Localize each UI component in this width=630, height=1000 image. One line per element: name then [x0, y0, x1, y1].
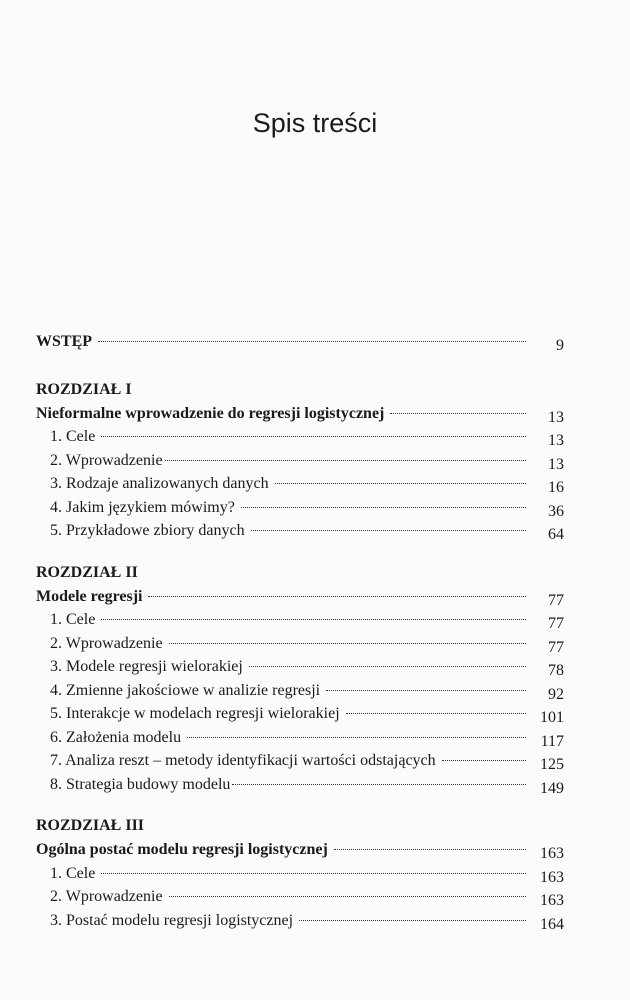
toc-page-number: 77 [548, 638, 564, 656]
dot-leader [334, 849, 526, 850]
toc-page-number: 77 [548, 615, 564, 632]
toc-entry-label: 1. Cele [50, 428, 96, 445]
toc-page-number: 36 [548, 502, 564, 520]
toc-page-number: 163 [540, 868, 564, 886]
toc-entry [36, 862, 564, 886]
toc-page-number: 64 [548, 526, 564, 543]
toc-entry-label: 8. Strategia budowy modelu [50, 775, 231, 793]
toc-entry-label: Ogólna postać modelu regresji logistycznej [36, 841, 328, 858]
dot-leader [251, 530, 526, 531]
toc-entry [36, 885, 564, 909]
dot-leader [442, 760, 526, 761]
table-of-contents [36, 330, 564, 932]
toc-page-number: 163 [540, 845, 564, 862]
toc-page-number: 13 [548, 408, 564, 426]
toc-entry-label: 4. Jakim językiem mówimy? [50, 498, 235, 516]
toc-page-number: 16 [548, 479, 564, 496]
toc-entry [36, 496, 564, 520]
chapter-label: ROZDZIAŁ II [36, 563, 138, 581]
dot-leader [169, 643, 526, 644]
toc-entry [36, 749, 564, 773]
toc-entry-label: 5. Przykładowe zbiory danych [50, 522, 245, 539]
toc-entry-label: 1. Cele [50, 611, 96, 628]
toc-entry-label: 1. Cele [50, 864, 96, 882]
dot-leader [98, 341, 526, 342]
dot-leader [299, 920, 526, 921]
toc-entry-label: Nieformalne wprowadzenie do regresji logistycznej [36, 404, 385, 422]
toc-page-number: 163 [540, 892, 564, 909]
page-title: Spis treści [252, 108, 378, 138]
dot-leader [165, 460, 526, 461]
toc-entry-label: 2. Wprowadzenie [50, 634, 163, 652]
chapter-label: ROZDZIAŁ I [36, 380, 132, 398]
toc-entry-label: 6. Założenia modelu [50, 728, 182, 746]
chapter-heading [36, 585, 564, 609]
toc-page-number: 92 [548, 685, 564, 703]
toc-entry [36, 679, 564, 703]
dot-leader [101, 619, 526, 620]
dot-leader [148, 596, 526, 597]
toc-entry [36, 519, 564, 543]
dot-leader [241, 507, 526, 508]
toc-page-number: 9 [556, 337, 564, 354]
toc-entry [36, 449, 564, 473]
dot-leader [169, 896, 526, 897]
toc-page-number: 164 [540, 915, 564, 933]
chapter-heading [36, 402, 564, 426]
toc-entry-label: 4. Zmienne jakościowe w analizie regresji [50, 681, 321, 699]
toc-entry-label: 3. Postać modelu regresji logistycznej [50, 911, 294, 929]
toc-entry [36, 726, 564, 750]
toc-entry [36, 472, 564, 496]
toc-entry-label: 2. Wprowadzenie [50, 451, 163, 469]
toc-entry-label: 5. Interakcje w modelach regresji wielorakiej [50, 705, 340, 722]
dot-leader [390, 413, 526, 414]
toc-entry-label: 3. Modele regresji wielorakiej [50, 658, 243, 675]
toc-entry [36, 632, 564, 656]
toc-entry [36, 773, 564, 797]
toc-entry-label: 3. Rodzaje analizowanych danych [50, 475, 269, 492]
toc-entry-label: 7. Analiza reszt – metody identyfikacji wartości odstających [50, 752, 436, 769]
toc-entry [36, 425, 564, 449]
dot-leader [275, 483, 526, 484]
toc-entry [36, 909, 564, 933]
dot-leader [346, 713, 526, 714]
dot-leader [326, 690, 526, 691]
toc-entry-label: WSTĘP [36, 333, 93, 350]
dot-leader [232, 784, 526, 785]
toc-entry-label: 2. Wprowadzenie [50, 888, 163, 905]
toc-entry-label: Modele regresji [36, 587, 143, 605]
chapter-label: ROZDZIAŁ III [36, 817, 145, 834]
toc-page-number: 78 [548, 662, 564, 679]
toc-page-number: 117 [540, 732, 564, 750]
dot-leader [249, 666, 526, 667]
toc-entry [36, 608, 564, 632]
toc-entry-intro [36, 330, 564, 354]
toc-page-number: 77 [548, 591, 564, 609]
toc-page-number: 13 [548, 455, 564, 473]
dot-leader [187, 737, 526, 738]
toc-entry [36, 655, 564, 679]
toc-page-number: 101 [540, 709, 564, 726]
chapter-heading [36, 838, 564, 862]
toc-page-number: 149 [540, 779, 564, 797]
dot-leader [101, 873, 526, 874]
toc-page-number: 125 [540, 756, 564, 773]
dot-leader [101, 436, 526, 437]
toc-page-number: 13 [548, 432, 564, 449]
toc-entry [36, 702, 564, 726]
